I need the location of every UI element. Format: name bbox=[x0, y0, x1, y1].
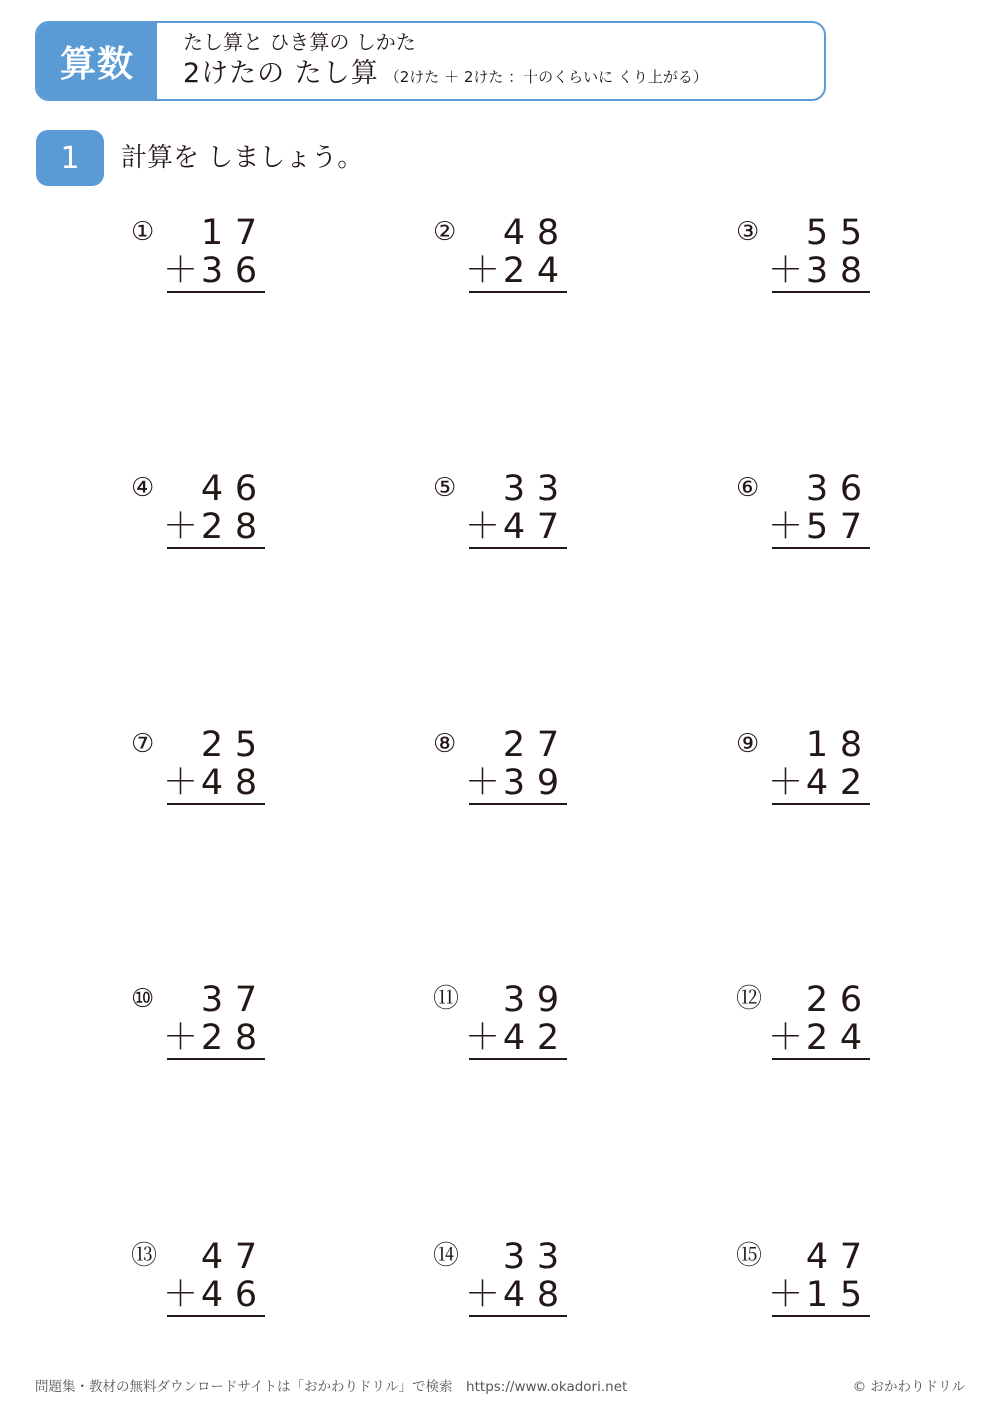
problem-number: ⑤ bbox=[433, 473, 457, 503]
tens-digit: 3 bbox=[805, 251, 829, 291]
ones-digit: 4 bbox=[839, 1018, 863, 1058]
problem-14 bbox=[433, 1238, 573, 1318]
problem-11 bbox=[433, 981, 573, 1061]
addend-bottom bbox=[163, 507, 265, 547]
ones-digit: 3 bbox=[536, 469, 560, 509]
addend-bottom bbox=[465, 251, 567, 291]
addend-bottom bbox=[163, 1018, 265, 1058]
problem-1 bbox=[131, 214, 271, 294]
tens-digit: 2 bbox=[200, 507, 224, 547]
addend-top bbox=[469, 726, 567, 764]
problem-7 bbox=[131, 726, 271, 806]
tens-digit: 4 bbox=[502, 507, 526, 547]
ones-digit: 6 bbox=[234, 469, 258, 509]
worksheet-subtitle: （2けた ＋ 2けた ：十のくらいに くり上がる） bbox=[384, 68, 708, 86]
addend-top bbox=[772, 214, 870, 252]
tens-digit: 2 bbox=[200, 725, 224, 765]
ones-digit: 6 bbox=[839, 469, 863, 509]
tens-digit: 3 bbox=[502, 980, 526, 1020]
addend-bottom bbox=[768, 763, 870, 803]
tens-digit: 2 bbox=[502, 251, 526, 291]
plus-sign: ＋ bbox=[465, 507, 501, 547]
tens-digit: 5 bbox=[805, 213, 829, 253]
plus-sign: ＋ bbox=[163, 1275, 199, 1315]
ones-digit: 8 bbox=[234, 507, 258, 547]
addend-top bbox=[167, 470, 265, 508]
addend-top bbox=[167, 1238, 265, 1276]
ones-digit: 3 bbox=[536, 1237, 560, 1277]
tens-digit: 4 bbox=[200, 1275, 224, 1315]
tens-digit: 2 bbox=[805, 980, 829, 1020]
plus-sign: ＋ bbox=[768, 251, 804, 291]
ones-digit: 5 bbox=[234, 725, 258, 765]
footer-copyright: © おかわりドリル bbox=[852, 1379, 965, 1395]
tens-digit: 1 bbox=[805, 1275, 829, 1315]
problem-8 bbox=[433, 726, 573, 806]
answer-line bbox=[167, 803, 265, 805]
addend-bottom bbox=[768, 1018, 870, 1058]
tens-digit: 3 bbox=[805, 469, 829, 509]
plus-sign: ＋ bbox=[465, 251, 501, 291]
answer-line bbox=[167, 291, 265, 293]
tens-digit: 4 bbox=[502, 1275, 526, 1315]
plus-sign: ＋ bbox=[768, 1275, 804, 1315]
problem-number: ⑬ bbox=[131, 1241, 158, 1271]
category-label: たし算と ひき算の しかた bbox=[183, 30, 416, 54]
ones-digit: 8 bbox=[536, 213, 560, 253]
ones-digit: 4 bbox=[536, 251, 560, 291]
ones-digit: 6 bbox=[234, 251, 258, 291]
tens-digit: 4 bbox=[502, 1018, 526, 1058]
tens-digit: 4 bbox=[200, 469, 224, 509]
tens-digit: 5 bbox=[805, 507, 829, 547]
plus-sign: ＋ bbox=[163, 763, 199, 803]
problem-12 bbox=[736, 981, 876, 1061]
problem-number: ③ bbox=[736, 217, 760, 247]
answer-line bbox=[772, 1058, 870, 1060]
tens-digit: 2 bbox=[200, 1018, 224, 1058]
footer-site-note: 問題集・教材の無料ダウンロードサイトは「おかわりドリル」で検索 https://www.okadori.net bbox=[35, 1379, 628, 1395]
ones-digit: 6 bbox=[234, 1275, 258, 1315]
problem-number: ⑦ bbox=[131, 729, 155, 759]
answer-line bbox=[469, 803, 567, 805]
answer-line bbox=[772, 803, 870, 805]
addend-bottom bbox=[768, 507, 870, 547]
answer-line bbox=[167, 1315, 265, 1317]
tens-digit: 3 bbox=[502, 469, 526, 509]
problem-number: ⑥ bbox=[736, 473, 760, 503]
addend-bottom bbox=[768, 1275, 870, 1315]
addend-top bbox=[167, 214, 265, 252]
ones-digit: 5 bbox=[839, 1275, 863, 1315]
tens-digit: 4 bbox=[200, 1237, 224, 1277]
addend-top bbox=[167, 726, 265, 764]
answer-line bbox=[167, 547, 265, 549]
ones-digit: 8 bbox=[839, 725, 863, 765]
ones-digit: 7 bbox=[536, 725, 560, 765]
tens-digit: 1 bbox=[200, 213, 224, 253]
section-number-badge: 1 bbox=[36, 130, 104, 186]
problem-4 bbox=[131, 470, 271, 550]
tens-digit: 4 bbox=[805, 1237, 829, 1277]
problem-number: ⑮ bbox=[736, 1241, 763, 1271]
ones-digit: 7 bbox=[536, 507, 560, 547]
addend-top bbox=[469, 214, 567, 252]
answer-line bbox=[469, 1315, 567, 1317]
plus-sign: ＋ bbox=[465, 763, 501, 803]
problem-number: ④ bbox=[131, 473, 155, 503]
subject-badge: 算数 bbox=[37, 23, 157, 99]
addend-bottom bbox=[163, 1275, 265, 1315]
problem-3 bbox=[736, 214, 876, 294]
problem-number: ⑩ bbox=[131, 984, 155, 1014]
answer-line bbox=[469, 1058, 567, 1060]
plus-sign: ＋ bbox=[163, 251, 199, 291]
ones-digit: 7 bbox=[234, 980, 258, 1020]
plus-sign: ＋ bbox=[163, 1018, 199, 1058]
plus-sign: ＋ bbox=[768, 763, 804, 803]
ones-digit: 8 bbox=[536, 1275, 560, 1315]
addend-top bbox=[469, 1238, 567, 1276]
problem-2 bbox=[433, 214, 573, 294]
tens-digit: 3 bbox=[200, 980, 224, 1020]
header-text bbox=[183, 29, 814, 94]
worksheet-header bbox=[35, 21, 826, 101]
worksheet-title: 2けたの たし算 bbox=[183, 58, 379, 89]
answer-line bbox=[772, 547, 870, 549]
answer-line bbox=[772, 1315, 870, 1317]
problem-number: ⑧ bbox=[433, 729, 457, 759]
tens-digit: 2 bbox=[502, 725, 526, 765]
tens-digit: 4 bbox=[805, 763, 829, 803]
ones-digit: 7 bbox=[839, 1237, 863, 1277]
ones-digit: 7 bbox=[234, 213, 258, 253]
problem-9 bbox=[736, 726, 876, 806]
addend-bottom bbox=[465, 507, 567, 547]
tens-digit: 2 bbox=[805, 1018, 829, 1058]
answer-line bbox=[772, 291, 870, 293]
answer-line bbox=[469, 291, 567, 293]
addend-bottom bbox=[768, 251, 870, 291]
tens-digit: 4 bbox=[502, 213, 526, 253]
answer-line bbox=[469, 547, 567, 549]
problem-number: ① bbox=[131, 217, 155, 247]
ones-digit: 2 bbox=[839, 763, 863, 803]
problem-number: ⑨ bbox=[736, 729, 760, 759]
addend-bottom bbox=[465, 1275, 567, 1315]
plus-sign: ＋ bbox=[163, 507, 199, 547]
tens-digit: 3 bbox=[200, 251, 224, 291]
addend-top bbox=[469, 470, 567, 508]
tens-digit: 1 bbox=[805, 725, 829, 765]
problem-number: ② bbox=[433, 217, 457, 247]
instruction-text: 計算を しましょう。 bbox=[121, 143, 364, 173]
ones-digit: 5 bbox=[839, 213, 863, 253]
answer-line bbox=[167, 1058, 265, 1060]
problem-15 bbox=[736, 1238, 876, 1318]
addend-bottom bbox=[465, 763, 567, 803]
ones-digit: 9 bbox=[536, 763, 560, 803]
ones-digit: 6 bbox=[839, 980, 863, 1020]
problem-number: ⑭ bbox=[433, 1241, 460, 1271]
addend-bottom bbox=[163, 251, 265, 291]
plus-sign: ＋ bbox=[465, 1275, 501, 1315]
addend-bottom bbox=[163, 763, 265, 803]
addend-top bbox=[772, 1238, 870, 1276]
title-line bbox=[183, 57, 814, 94]
problem-number: ⑫ bbox=[736, 984, 763, 1014]
problem-number: ⑪ bbox=[433, 984, 460, 1014]
problem-5 bbox=[433, 470, 573, 550]
ones-digit: 9 bbox=[536, 980, 560, 1020]
problem-13 bbox=[131, 1238, 271, 1318]
addend-top bbox=[772, 470, 870, 508]
plus-sign: ＋ bbox=[768, 1018, 804, 1058]
ones-digit: 8 bbox=[234, 763, 258, 803]
plus-sign: ＋ bbox=[465, 1018, 501, 1058]
addend-top bbox=[772, 726, 870, 764]
addend-top bbox=[167, 981, 265, 1019]
plus-sign: ＋ bbox=[768, 507, 804, 547]
tens-digit: 3 bbox=[502, 763, 526, 803]
tens-digit: 4 bbox=[200, 763, 224, 803]
tens-digit: 3 bbox=[502, 1237, 526, 1277]
ones-digit: 8 bbox=[839, 251, 863, 291]
addend-top bbox=[772, 981, 870, 1019]
problem-6 bbox=[736, 470, 876, 550]
ones-digit: 7 bbox=[839, 507, 863, 547]
ones-digit: 8 bbox=[234, 1018, 258, 1058]
problem-10 bbox=[131, 981, 271, 1061]
ones-digit: 2 bbox=[536, 1018, 560, 1058]
addend-bottom bbox=[465, 1018, 567, 1058]
addend-top bbox=[469, 981, 567, 1019]
ones-digit: 7 bbox=[234, 1237, 258, 1277]
